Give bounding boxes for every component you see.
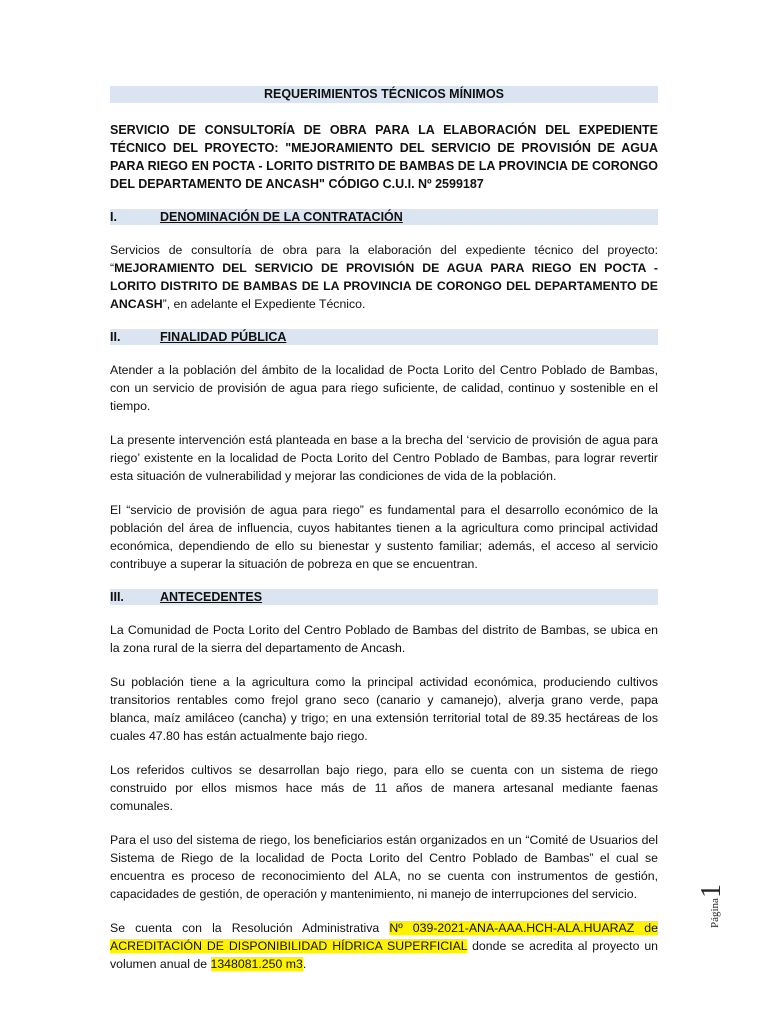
paragraph [110, 919, 658, 973]
section-heading-2 [110, 329, 658, 345]
text-run: . [302, 957, 307, 971]
highlighted-resolution: Nº 039-2021-ANA-AAA.HCH-ALA.HUARAZ de ACREDITACIÓN DE DISPONIBILIDAD HÍDRICA SUPERFICIAL [110, 921, 658, 953]
paragraph: El “servicio de provisión de agua para riego” es fundamental para el desarrollo económico de la población del área de influencia, cuyos habitantes tienen a la agricultura como principal actividad económica, dependiendo de ello su bienestar y sustento familiar; además, el acceso al servicio contribuye a superar la situación de pobreza en que se encuentran. [110, 503, 658, 571]
page-label: Página [709, 898, 721, 928]
project-name: MEJORAMIENTO DEL SERVICIO DE PROVISIÓN DE AGUA PARA RIEGO EN POCTA - LORITO DISTRITO DE BAMBAS DE LA PROVINCIA DE CORONGO DEL DEPARTAMENTO DE ANCASH [110, 261, 658, 311]
paragraph: Los referidos cultivos se desarrollan bajo riego, para ello se cuenta con un sistema de riego construido por ellos mismos hace más de 11 años de manera artesanal mediante faenas comunales. [110, 763, 658, 813]
document-page [110, 86, 658, 973]
paragraph: Su población tiene a la agricultura como la principal actividad económica, produciendo cultivos transitorios rentables como frejol grano seco (canario y camanejo), alverja grano verde, papa blanca, maíz amiláceo (cancha) y trigo; en una extensión territorial total de 89.35 hectáreas de los cuales 47.80 has están actualmente bajo riego. [110, 675, 658, 743]
section-heading-3 [110, 589, 658, 605]
section-number: III. [110, 590, 124, 604]
page-number [696, 870, 736, 930]
section-title: FINALIDAD PÚBLICA [160, 330, 287, 344]
document-subtitle: SERVICIO DE CONSULTORÍA DE OBRA PARA LA ELABORACIÓN DEL EXPEDIENTE TÉCNICO DEL PROYECTO: "MEJORAMIENTO DEL SERVICIO DE PROVISIÓN DE AGUA PARA RIEGO EN POCTA - LORITO DISTRITO DE BAMBAS DE LA PROVINCIA DE CORONGO DEL DEPARTAMENTO DE ANCASH" CÓDIGO C.U.I. Nº 2599187 [110, 123, 658, 191]
section-heading-1 [110, 209, 658, 225]
text-run: Se cuenta con la Resolución Administrativa [110, 921, 390, 935]
section-number: I. [110, 210, 117, 224]
highlighted-volume: 1348081.250 m3 [210, 957, 303, 971]
paragraph [110, 241, 658, 313]
paragraph: La presente intervención está planteada en base a la brecha del ‘servicio de provisión de agua para riego’ existente en la localidad de Pocta Lorito del Centro Poblado de Bambas, para lograr revertir esta situación de vulnerabilidad y mejorar las condiciones de vida de la población. [110, 433, 658, 483]
paragraph: Atender a la población del ámbito de la localidad de Pocta Lorito del Centro Poblado de Bambas, con un servicio de provisión de agua para riego suficiente, de calidad, continuo y sostenible en el tiempo. [110, 363, 658, 413]
text-run: donde se acredita al proyecto un volumen anual de [110, 939, 658, 971]
section-number: II. [110, 330, 121, 344]
paragraph: Para el uso del sistema de riego, los beneficiarios están organizados en un “Comité de Usuarios del Sistema de Riego de la localidad de Pocta Lorito del Centro Poblado de Bambas” el cual se encuentra es proceso de reconocimiento del ALA, no se cuenta con instrumentos de gestión, capacidades de gestión, de operación y mantenimiento, ni manejo de interrupciones del servicio. [110, 833, 658, 901]
page-number-value: 1 [696, 884, 727, 899]
document-title: REQUERIMIENTOS TÉCNICOS MÍNIMOS [110, 86, 658, 103]
section-title: ANTECEDENTES [160, 590, 263, 604]
section-title: DENOMINACIÓN DE LA CONTRATACIÓN [160, 210, 403, 224]
paragraph: La Comunidad de Pocta Lorito del Centro Poblado de Bambas del distrito de Bambas, se ubica en la zona rural de la sierra del departamento de Ancash. [110, 623, 658, 655]
text-run: ”, en adelante el Expediente Técnico. [162, 297, 366, 311]
text-run: Servicios de consultoría de obra para la elaboración del expediente técnico del proyecto: “ [110, 243, 658, 275]
